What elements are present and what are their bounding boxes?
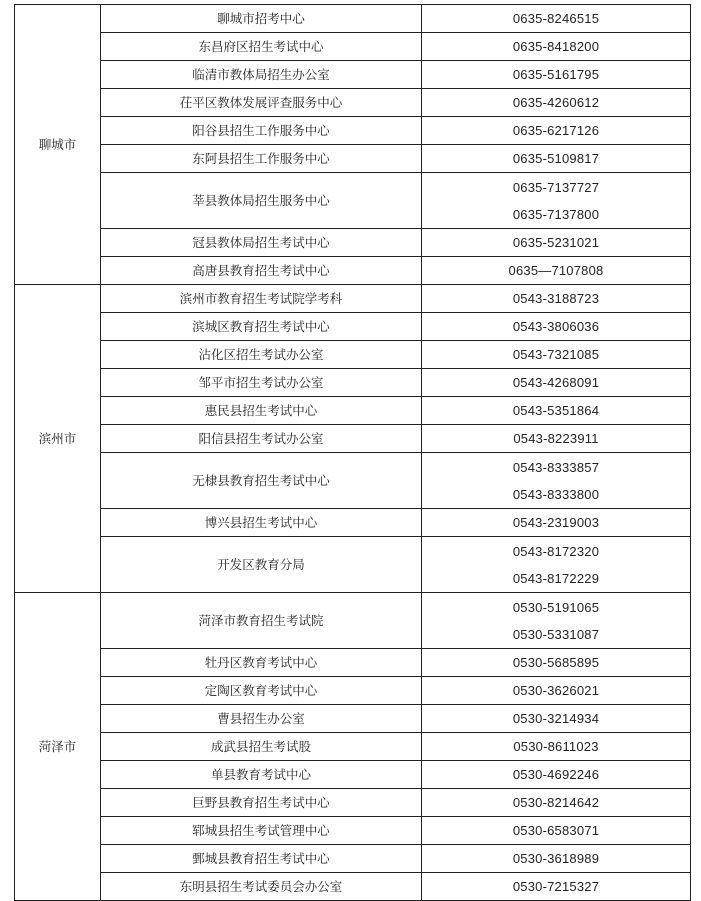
phone-number: 0530-3618989 <box>512 851 600 866</box>
phone-number: 0635-5161795 <box>512 67 600 82</box>
department-cell: 聊城市招考中心 <box>101 5 422 33</box>
phone-number: 0543-8172229 <box>512 570 600 586</box>
phone-number: 0530-5331087 <box>512 626 600 642</box>
phone-cell <box>422 873 691 901</box>
table-row <box>15 789 691 817</box>
department-cell: 阳谷县招生工作服务中心 <box>101 117 422 145</box>
phone-number: 0530-8214642 <box>512 795 600 810</box>
phone-cell <box>422 313 691 341</box>
department-cell: 高唐县教育招生考试中心 <box>101 257 422 285</box>
table-row <box>15 873 691 901</box>
phone-number: 0543-5351864 <box>512 403 600 418</box>
phone-number: 0543-8333800 <box>512 486 600 502</box>
table-row <box>15 509 691 537</box>
phone-cell <box>422 257 691 285</box>
department-cell: 东阿县招生工作服务中心 <box>101 145 422 173</box>
table-row <box>15 89 691 117</box>
phone-cell <box>422 61 691 89</box>
phone-number: 0635-7137727 <box>512 179 600 195</box>
table-row <box>15 453 691 509</box>
phone-number: 0543-3806036 <box>512 319 600 334</box>
table-row <box>15 5 691 33</box>
phone-number: 0635-5109817 <box>512 151 600 166</box>
table-row <box>15 425 691 453</box>
table-row <box>15 61 691 89</box>
table-row <box>15 677 691 705</box>
phone-cell <box>422 537 691 593</box>
department-cell: 博兴县招生考试中心 <box>101 509 422 537</box>
department-cell: 巨野县教育招生考试中心 <box>101 789 422 817</box>
phone-number: 0530-8611023 <box>513 739 599 754</box>
phone-number: 0635-8418200 <box>512 39 600 54</box>
phone-cell <box>422 173 691 229</box>
department-cell: 开发区教育分局 <box>101 537 422 593</box>
phone-cell <box>422 845 691 873</box>
phone-number: 0530-3626021 <box>512 683 600 698</box>
phone-cell <box>422 761 691 789</box>
city-cell: 菏泽市 <box>15 593 101 901</box>
table-row <box>15 173 691 229</box>
department-cell: 牡丹区教育考试中心 <box>101 649 422 677</box>
phone-cell <box>422 733 691 761</box>
phone-number: 0530-5191065 <box>512 599 600 615</box>
table-row <box>15 229 691 257</box>
phone-number: 0530-5685895 <box>512 655 600 670</box>
city-cell: 滨州市 <box>15 285 101 593</box>
phone-cell <box>422 5 691 33</box>
phone-cell <box>422 89 691 117</box>
table-row <box>15 145 691 173</box>
phone-number: 0635—7107808 <box>508 263 604 278</box>
phone-number: 0530-7215327 <box>512 879 600 894</box>
table-row <box>15 341 691 369</box>
table-row <box>15 33 691 61</box>
department-cell: 邹平市招生考试办公室 <box>101 369 422 397</box>
phone-cell <box>422 705 691 733</box>
department-cell: 菏泽市教育招生考试院 <box>101 593 422 649</box>
phone-number: 0543-3188723 <box>512 291 600 306</box>
department-cell: 冠县教体局招生考试中心 <box>101 229 422 257</box>
phone-cell <box>422 425 691 453</box>
table-row <box>15 313 691 341</box>
table-row <box>15 537 691 593</box>
phone-number: 0635-5231021 <box>512 235 600 250</box>
table-row <box>15 649 691 677</box>
contact-table-body <box>15 5 691 901</box>
phone-number: 0635-6217126 <box>512 123 600 138</box>
table-row <box>15 593 691 649</box>
phone-cell <box>422 229 691 257</box>
department-cell: 沾化区招生考试办公室 <box>101 341 422 369</box>
phone-number: 0635-7137800 <box>512 206 600 222</box>
department-cell: 曹县招生办公室 <box>101 705 422 733</box>
phone-number: 0635-8246515 <box>512 11 600 26</box>
department-cell: 茌平区教体发展评查服务中心 <box>101 89 422 117</box>
phone-cell <box>422 117 691 145</box>
department-cell: 单县教育考试中心 <box>101 761 422 789</box>
department-cell: 鄄城县教育招生考试中心 <box>101 845 422 873</box>
table-row <box>15 845 691 873</box>
table-row <box>15 761 691 789</box>
phone-cell <box>422 397 691 425</box>
phone-cell <box>422 817 691 845</box>
department-cell: 莘县教体局招生服务中心 <box>101 173 422 229</box>
phone-number: 0543-2319003 <box>512 515 600 530</box>
phone-cell <box>422 509 691 537</box>
phone-cell <box>422 285 691 313</box>
phone-number: 0543-8223911 <box>513 431 599 446</box>
phone-cell <box>422 33 691 61</box>
phone-number: 0543-8172320 <box>512 543 600 559</box>
phone-number: 0530-4692246 <box>512 767 600 782</box>
phone-cell <box>422 341 691 369</box>
phone-cell <box>422 677 691 705</box>
department-cell: 东昌府区招生考试中心 <box>101 33 422 61</box>
department-cell: 滨州市教育招生考试院学考科 <box>101 285 422 313</box>
phone-number: 0530-6583071 <box>512 823 600 838</box>
table-row <box>15 397 691 425</box>
table-row <box>15 285 691 313</box>
department-cell: 东明县招生考试委员会办公室 <box>101 873 422 901</box>
phone-cell <box>422 789 691 817</box>
table-row <box>15 817 691 845</box>
department-cell: 无棣县教育招生考试中心 <box>101 453 422 509</box>
table-row <box>15 733 691 761</box>
department-cell: 定陶区教育考试中心 <box>101 677 422 705</box>
phone-number: 0543-8333857 <box>512 459 600 475</box>
phone-number: 0543-7321085 <box>512 347 600 362</box>
city-cell: 聊城市 <box>15 5 101 285</box>
phone-number: 0530-3214934 <box>512 711 600 726</box>
department-cell: 滨城区教育招生考试中心 <box>101 313 422 341</box>
table-row <box>15 257 691 285</box>
phone-cell <box>422 649 691 677</box>
phone-cell <box>422 453 691 509</box>
table-row <box>15 705 691 733</box>
table-row <box>15 117 691 145</box>
phone-cell <box>422 593 691 649</box>
phone-cell <box>422 145 691 173</box>
department-cell: 临清市教体局招生办公室 <box>101 61 422 89</box>
department-cell: 惠民县招生考试中心 <box>101 397 422 425</box>
phone-number: 0635-4260612 <box>512 95 600 110</box>
department-cell: 郓城县招生考试管理中心 <box>101 817 422 845</box>
phone-number: 0543-4268091 <box>512 375 600 390</box>
table-row <box>15 369 691 397</box>
department-cell: 成武县招生考试股 <box>101 733 422 761</box>
department-cell: 阳信县招生考试办公室 <box>101 425 422 453</box>
phone-cell <box>422 369 691 397</box>
contact-table <box>14 4 691 901</box>
